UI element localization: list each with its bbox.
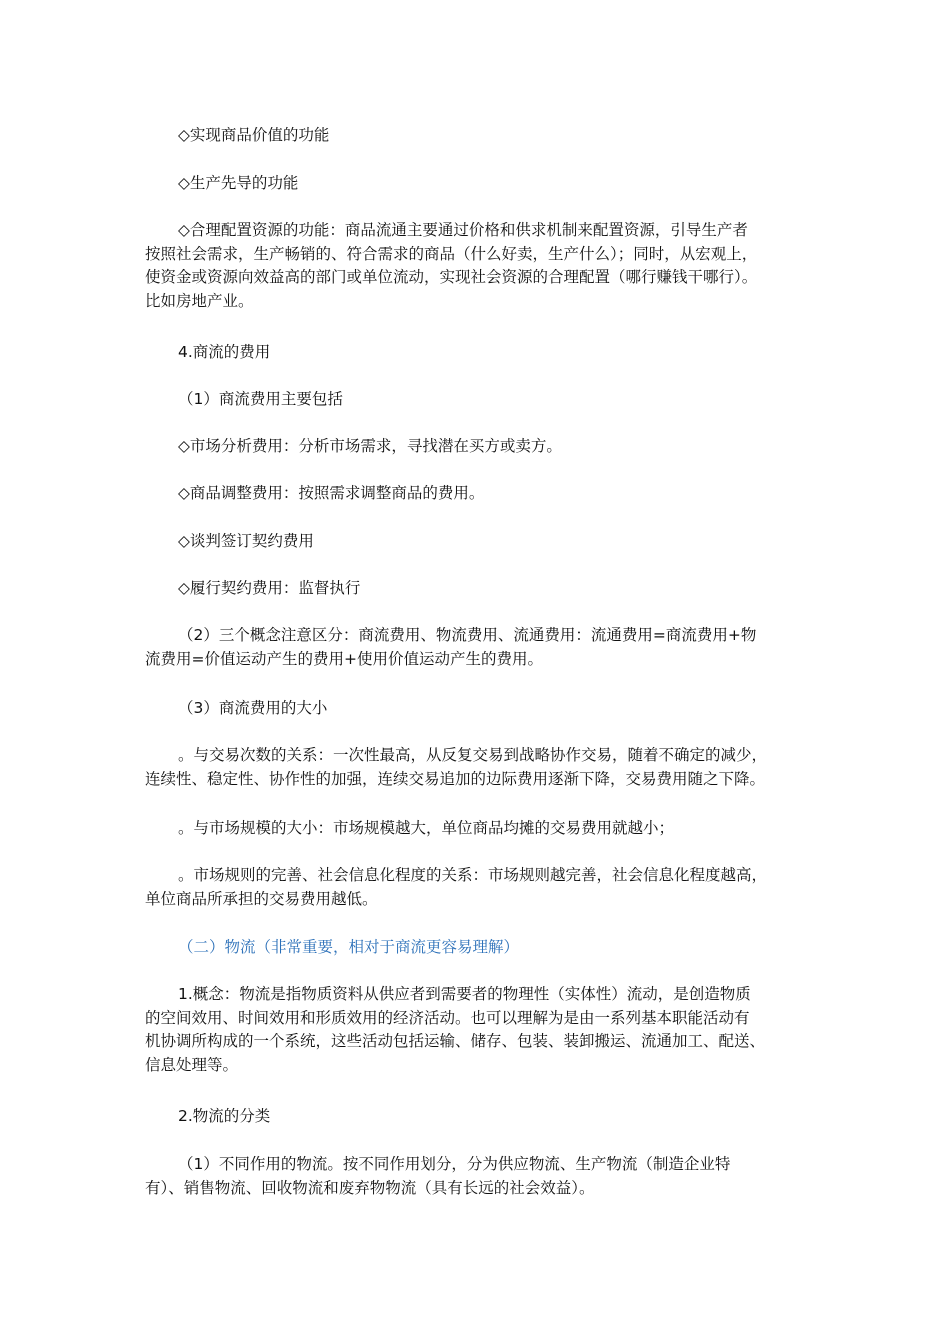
text-line: （二）物流（非常重要，相对于商流更容易理解） <box>178 938 520 956</box>
text-line: （1）商流费用主要包括 <box>178 390 343 408</box>
text-line: 机协调所构成的一个系统，这些活动包括运输、储存、包装、装卸搬运、流通加工、配送、 <box>145 1032 766 1050</box>
text-line: 有）、销售物流、回收物流和废弃物物流（具有长远的社会效益）。 <box>145 1178 595 1197</box>
text-line: ◇商品调整费用：按照需求调整商品的费用。 <box>178 484 485 502</box>
text-line: 。与交易次数的关系：一次性最高，从反复交易到战略协作交易，随着不确定的减少， <box>178 746 768 764</box>
paragraph-contract-execution <box>145 577 810 601</box>
text-line: （1）不同作用的物流。按不同作用划分，分为供应物流、生产物流（制造企业特 <box>178 1155 731 1173</box>
text-line: ◇合理配置资源的功能：商品流通主要通过价格和供求机制来配置资源，引导生产者 <box>178 221 748 239</box>
text-line: （3）商流费用的大小 <box>178 699 328 717</box>
paragraph-function-value <box>145 124 810 148</box>
paragraph-market-scale <box>145 817 810 841</box>
subheading-cost-includes <box>145 388 810 412</box>
paragraph-product-adjust <box>145 482 810 506</box>
text-line: 。市场规则的完善、社会信息化程度的关系：市场规则越完善，社会信息化程度越高， <box>178 866 768 884</box>
text-line: 1.概念：物流是指物质资料从供应者到需要者的物理性（实体性）流动，是创造物质 <box>178 985 751 1003</box>
paragraph-transaction-count <box>145 744 810 791</box>
text-line: 的空间效用、时间效用和形质效用的经济活动。也可以理解为是由一系列基本职能活动有 <box>145 1008 750 1027</box>
text-line: 连续性、稳定性、协作性的加强，连续交易追加的边际费用逐渐下降，交易费用随之下降。 <box>145 769 766 788</box>
paragraph-market-analysis <box>145 435 810 459</box>
text-line: 使资金或资源向效益高的部门或单位流动，实现社会资源的合理配置（哪行赚钱干哪行）。 <box>145 268 758 286</box>
text-line: ◇生产先导的功能 <box>178 174 299 192</box>
text-line: 比如房地产业。 <box>145 291 254 310</box>
text-line: （2）三个概念注意区分：商流费用、物流费用、流通费用：流通费用=商流费用+物 <box>178 626 757 644</box>
text-line: 按照社会需求，生产畅销的、符合需求的商品（什么好卖，生产什么）；同时，从宏观上， <box>145 244 758 263</box>
subheading-logistics-classification <box>145 1105 810 1129</box>
section-heading-commerce-cost <box>145 341 810 365</box>
paragraph-logistics-types <box>145 1153 810 1200</box>
text-line: 。与市场规模的大小：市场规模越大，单位商品均摊的交易费用就越小； <box>178 819 675 837</box>
paragraph-function-production <box>145 172 810 196</box>
subheading-cost-size <box>145 697 810 721</box>
paragraph-three-concepts <box>145 624 810 671</box>
paragraph-negotiation <box>145 530 810 554</box>
paragraph-market-rules <box>145 864 810 911</box>
paragraph-function-resources <box>145 219 810 313</box>
text-line: ◇市场分析费用：分析市场需求，寻找潜在买方或卖方。 <box>178 437 562 455</box>
text-line: ◇履行契约费用：监督执行 <box>178 579 361 597</box>
text-line: 流费用=价值运动产生的费用+使用价值运动产生的费用。 <box>145 649 543 668</box>
text-line: 信息处理等。 <box>145 1055 239 1074</box>
text-line: ◇谈判签订契约费用 <box>178 532 314 550</box>
text-line: 4.商流的费用 <box>178 343 271 361</box>
text-line: 单位商品所承担的交易费用越低。 <box>145 889 378 908</box>
section-heading-logistics <box>145 936 810 960</box>
text-line: ◇实现商品价值的功能 <box>178 126 330 144</box>
paragraph-logistics-concept <box>145 983 810 1077</box>
text-line: 2.物流的分类 <box>178 1107 271 1125</box>
